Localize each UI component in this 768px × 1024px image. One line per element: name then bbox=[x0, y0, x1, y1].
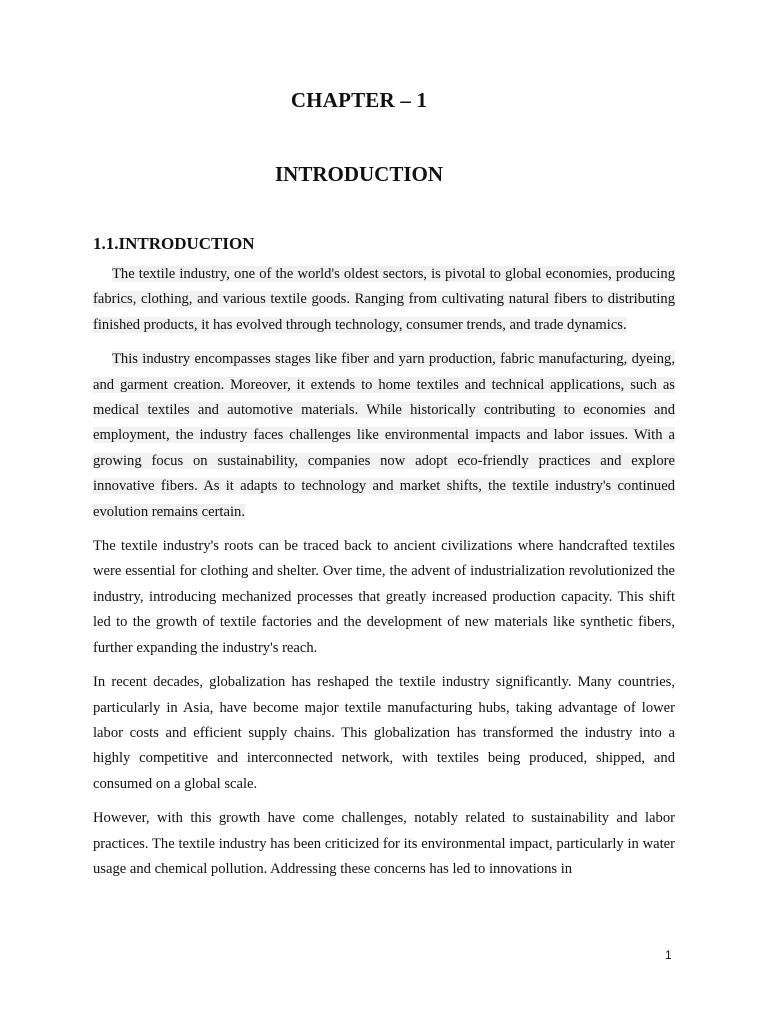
chapter-subtitle: INTRODUCTION bbox=[274, 162, 444, 186]
paragraph-5-text: However, with this growth have come challenges, notably related to sustainability and labor practices. The textile industry has been criticized for its environmental impact, particularly in water usage and chemical pollution. Addressing these concerns has led to innovations in bbox=[93, 810, 675, 877]
page-number: 1 bbox=[665, 948, 672, 962]
paragraph-4-text: In recent decades, globalization has reshaped the textile industry significantly. Many countries, particularly in Asia, have become major textile manufacturing hubs, taking advantage of lower labor costs and efficient supply chains. This globalization has transformed the industry into a highly competitive and interconnected network, with textiles being produced, shipped, and consumed on a global scale. bbox=[93, 674, 675, 792]
paragraph-3-text: The textile industry's roots can be traced back to ancient civilizations where handcrafted textiles were essential for clothing and shelter. Over time, the advent of industrialization revolutionized the industry, introducing mechanized processes that greatly increased production capacity. This shift led to the growth of textile factories and the development of new materials like synthetic fibers, further expanding the industry's reach. bbox=[93, 538, 675, 656]
chapter-title: CHAPTER – 1 bbox=[290, 88, 428, 112]
paragraph-1-text: The textile industry, one of the world's oldest sectors, is pivotal to global economies, producing fabrics, clothing, and various textile goods. Ranging from cultivating natural fibers to distributing finished products, it has evolved through technology, consumer trends, and trade dynamics. bbox=[93, 266, 675, 333]
paragraph-3 bbox=[93, 534, 675, 661]
paragraph-2 bbox=[93, 347, 675, 525]
paragraph-1 bbox=[93, 262, 675, 338]
body-text bbox=[93, 262, 675, 891]
paragraph-5 bbox=[93, 806, 675, 882]
paragraph-4 bbox=[93, 670, 675, 797]
paragraph-2-text: This industry encompasses stages like fiber and yarn production, fabric manufacturing, dyeing, and garment creation. Moreover, it extends to home textiles and technical applications, such as medical textiles and automotive materials. While historically contributing to economies and employment, the industry faces challenges like environmental impacts and labor issues. With a growing focus on sustainability, companies now adopt eco-friendly practices and explore innovative fibers. As it adapts to technology and market shifts, the textile industry's continued evolution remains certain. bbox=[93, 351, 675, 520]
section-heading: 1.1.INTRODUCTION bbox=[93, 234, 255, 253]
